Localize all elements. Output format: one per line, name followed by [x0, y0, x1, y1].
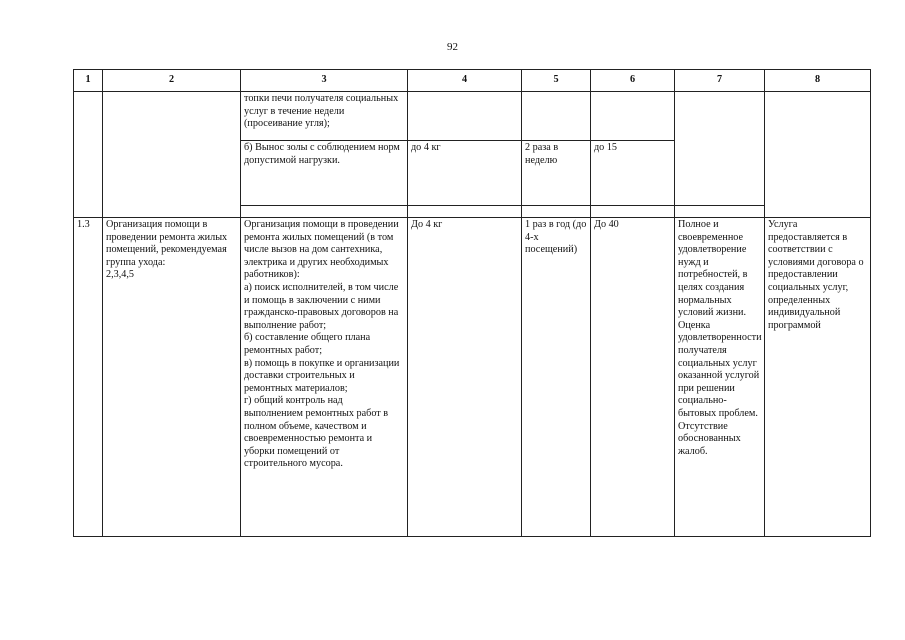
- cell-col8-continued: [765, 92, 871, 218]
- cell-row-number: 1.3: [74, 218, 103, 537]
- table-row-1-3: [74, 218, 871, 537]
- header-col-5: 5: [522, 70, 591, 92]
- header-col-1: 1: [74, 70, 103, 92]
- table-row-continued: [74, 92, 871, 141]
- header-col-7: 7: [675, 70, 765, 92]
- cell-frequency: 1 раз в год (до 4-х посещений): [522, 218, 591, 537]
- cell-col1-continued: [74, 92, 103, 218]
- header-col-8: 8: [765, 70, 871, 92]
- cell-service-name: Организация помощи в проведении ремонта жилых помещений, рекомендуемая группа ухода: 2,3,4,5: [103, 218, 241, 537]
- cell-col3-spacer: [241, 206, 408, 218]
- cell-duration: До 40: [591, 218, 675, 537]
- cell-col5-continued: [522, 92, 591, 141]
- cell-col4-sub-b: до 4 кг: [408, 141, 522, 206]
- cell-conditions: Услуга предоставляется в соответствии с условиями договора о предоставлении социальных услуг, определенных индивидуальной программой: [765, 218, 871, 537]
- cell-col2-continued: [103, 92, 241, 218]
- cell-col4-spacer: [408, 206, 522, 218]
- cell-col7-spacer: [675, 206, 765, 218]
- cell-col3-sub-b: б) Вынос золы с соблюдением норм допустимой нагрузки.: [241, 141, 408, 206]
- cell-col6-sub-b: до 15: [591, 141, 675, 206]
- cell-col4-continued: [408, 92, 522, 141]
- page-number: 92: [447, 41, 458, 53]
- cell-col7-continued: [675, 92, 765, 206]
- header-col-3: 3: [241, 70, 408, 92]
- cell-col5-spacer: [522, 206, 591, 218]
- header-col-4: 4: [408, 70, 522, 92]
- cell-service-description: Организация помощи в проведении ремонта жилых помещений (в том числе вызов на дом сантехника, электрика и других необходимых работников): а) поиск исполнителей, в том числе и помощь в заключении с ними гражданско-правовых договоров на выполнение работ; б) составление общего плана ремонтных работ; в) помощь в покупке и организации доставки строительных и ремонтных материалов; г) общий контроль над выполнением ремонтных работ в полном объеме, качеством и своевременностью ремонта и уборки помещений от строительного мусора.: [241, 218, 408, 537]
- services-table: [73, 69, 871, 537]
- cell-norm: До 4 кг: [408, 218, 522, 537]
- cell-quality-indicators: Полное и своевременное удовлетворение нужд и потребностей, в целях создания нормальных условий жизни. Оценка удовлетворенности получателя социальных услуг оказанной услугой при решении социально-бытовых проблем. Отсутствие обоснованных жалоб.: [675, 218, 765, 537]
- cell-col6-continued: [591, 92, 675, 141]
- cell-col5-sub-b: 2 раза в неделю: [522, 141, 591, 206]
- cell-col3-continued: топки печи получателя социальных услуг в течение недели (просеивание угля);: [241, 92, 408, 141]
- header-col-2: 2: [103, 70, 241, 92]
- header-col-6: 6: [591, 70, 675, 92]
- header-row: [74, 70, 871, 92]
- cell-col6-spacer: [591, 206, 675, 218]
